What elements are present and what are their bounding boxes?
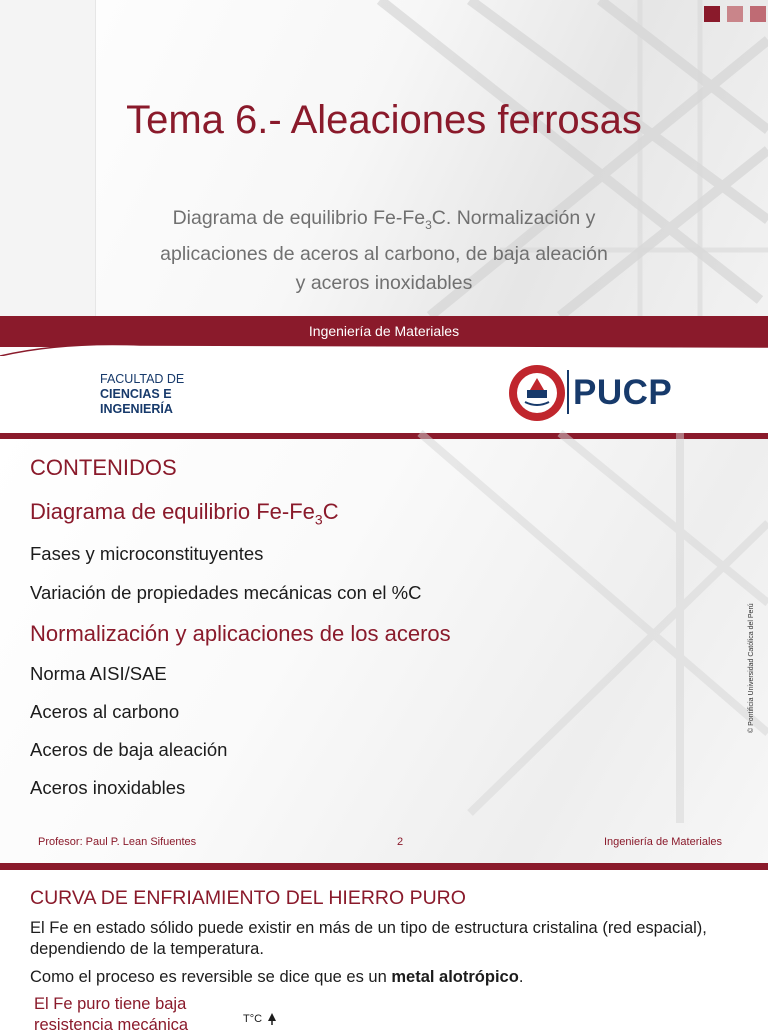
paragraph-1: El Fe en estado sólido puede existir en más de un tipo de estructura cristalina (red espacial), dependiendo de la temperatura. bbox=[30, 919, 707, 958]
paragraph-3-line-1: El Fe puro tiene baja bbox=[34, 995, 187, 1013]
corner-square-1 bbox=[704, 6, 720, 22]
paragraph-2-end: . bbox=[518, 968, 524, 986]
list-item: Aceros de baja aleación bbox=[30, 739, 228, 760]
course-band: Ingeniería de Materiales bbox=[0, 316, 768, 347]
footer-professor: Profesor: Paul P. Lean Sifuentes bbox=[38, 836, 197, 848]
list-item: Aceros al carbono bbox=[30, 701, 180, 722]
subscript-3: 3 bbox=[314, 511, 323, 528]
list-item: Norma AISI/SAE bbox=[30, 663, 167, 684]
temperature-axis-label: T°C bbox=[243, 1013, 263, 1025]
slide-heading: CURVA DE ENFRIAMIENTO DEL HIERRO PURO bbox=[30, 887, 466, 909]
subtitle-part: C. Normalización y bbox=[431, 207, 596, 229]
contents-slide bbox=[0, 433, 768, 863]
slide-subtitle bbox=[100, 204, 668, 298]
paragraph-3 bbox=[34, 994, 188, 1036]
footer-course: Ingeniería de Materiales bbox=[604, 836, 723, 848]
title-slide bbox=[0, 0, 768, 356]
subtitle-line-2: aplicaciones de aceros al carbono, de baja aleación bbox=[160, 242, 608, 265]
axis-arrow-icon bbox=[268, 1013, 276, 1025]
pucp-divider bbox=[567, 370, 569, 414]
pucp-logo-text: PUCP bbox=[573, 373, 673, 412]
copyright-credit: © Pontificia Universidad Católica del Perú bbox=[748, 603, 755, 733]
footer-page-number: 2 bbox=[397, 836, 404, 848]
section-heading-2: Normalización y aplicaciones de los aceros bbox=[30, 621, 451, 646]
cooling-curve-slide bbox=[0, 863, 768, 1034]
corner-square-2 bbox=[727, 6, 743, 22]
slide-title: Tema 6.- Aleaciones ferrosas bbox=[126, 98, 642, 142]
facultad-line-3: INGENIERÍA bbox=[100, 402, 173, 416]
paragraph-2 bbox=[30, 967, 523, 988]
band-curve bbox=[0, 340, 768, 356]
section-heading-part: Diagrama de equilibrio Fe-Fe bbox=[30, 499, 315, 524]
facultad-line-2: CIENCIAS E bbox=[100, 387, 172, 401]
facultad-line-1: FACULTAD DE bbox=[100, 372, 185, 386]
list-item: Variación de propiedades mecánicas con el %C bbox=[30, 582, 422, 603]
section-heading-1 bbox=[30, 499, 339, 527]
list-item: Aceros inoxidables bbox=[30, 777, 186, 798]
slide-top-bar bbox=[0, 863, 768, 870]
paragraph-3-line-2: resistencia mecánica bbox=[34, 1016, 189, 1034]
facultad-logo bbox=[100, 372, 184, 417]
corner-square-3 bbox=[750, 6, 766, 22]
section-heading-part: C bbox=[322, 499, 339, 524]
logo-strip bbox=[0, 356, 768, 433]
pucp-seal-icon bbox=[508, 364, 566, 422]
list-item: Fases y microconstituyentes bbox=[30, 543, 264, 564]
subtitle-part: Diagrama de equilibrio Fe-Fe bbox=[172, 207, 426, 229]
paragraph-2-text: Como el proceso es reversible se dice que es un bbox=[30, 968, 392, 986]
subscript-3: 3 bbox=[425, 217, 432, 232]
contents-heading: CONTENIDOS bbox=[30, 455, 177, 480]
subtitle-line-3: y aceros inoxidables bbox=[295, 271, 473, 294]
paragraph-2-bold: metal alotrópico bbox=[391, 968, 519, 986]
